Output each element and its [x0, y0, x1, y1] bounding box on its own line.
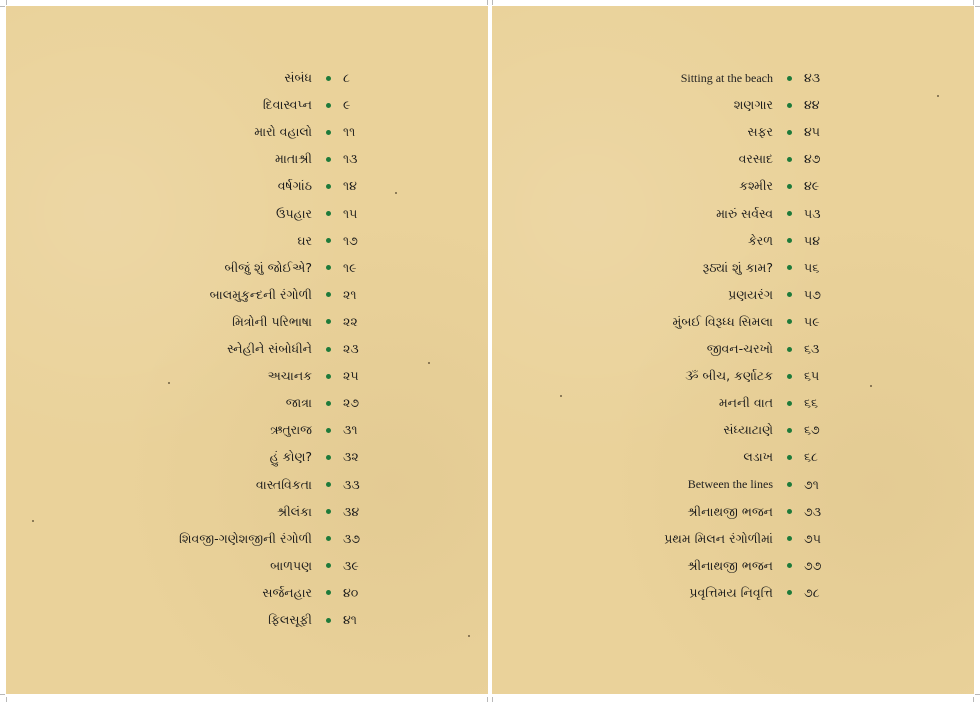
bullet-dot-icon	[326, 184, 331, 189]
toc-entry-page-number: ૪૭	[804, 151, 821, 167]
toc-entry	[262, 581, 363, 605]
toc-entry-title: બાલમુકુન્દની રંગોળી	[209, 286, 312, 302]
crop-mark	[975, 6, 980, 7]
bullet-dot-icon	[787, 590, 792, 595]
toc-entry-page-number: ૬૬	[804, 395, 819, 411]
toc-entry-title: શ્રીનાથજી ભજન	[687, 557, 773, 573]
toc-entry-title: લડાખ	[743, 449, 773, 465]
toc-entry-page-number: ૭૮	[804, 584, 820, 600]
crop-mark	[6, 0, 7, 5]
toc-entry-page-number: ૪૯	[804, 178, 820, 194]
bullet-dot-icon	[326, 265, 331, 270]
toc-entry	[703, 256, 824, 280]
bullet-dot-icon	[787, 455, 792, 460]
toc-entry	[256, 473, 363, 497]
toc-entry-title: વાસ્તવિકતા	[255, 476, 312, 492]
toc-entry-title: વર્ષગાંઠ	[277, 178, 312, 194]
toc-entry	[277, 500, 363, 524]
toc-entry	[225, 256, 363, 280]
toc-entry-page-number: ૪૫	[804, 124, 820, 140]
bullet-dot-icon	[326, 509, 331, 514]
bullet-dot-icon	[787, 130, 792, 135]
paper-speck	[870, 385, 872, 387]
toc-entry-title: મારું સર્વસ્વ	[716, 205, 773, 221]
toc-entry-page-number: ૫૯	[804, 313, 820, 329]
bullet-dot-icon	[326, 130, 331, 135]
toc-entry	[689, 581, 824, 605]
toc-entry-page-number: ૪૪	[804, 97, 820, 113]
toc-entry-page-number: ૭૭	[804, 557, 822, 573]
right-page	[492, 6, 974, 694]
toc-entry	[227, 337, 363, 361]
crop-mark	[492, 0, 493, 5]
bullet-dot-icon	[787, 374, 792, 379]
bullet-dot-icon	[787, 103, 792, 108]
toc-entry-page-number: ૩૯	[343, 557, 359, 573]
toc-entry	[719, 391, 824, 415]
toc-entry-title: અચાનક	[267, 368, 312, 384]
bullet-dot-icon	[787, 157, 792, 162]
toc-entry-title: સંધ્યાટાણે	[723, 422, 773, 438]
toc-entry-page-number: ૫૩	[804, 205, 821, 221]
toc-entry-page-number: ૧૭	[343, 232, 358, 248]
bullet-dot-icon	[326, 319, 331, 324]
crop-mark	[0, 694, 5, 695]
toc-entry-title: Between the lines	[687, 477, 773, 491]
toc-entry-title: કશ્મીર	[739, 178, 773, 194]
bullet-dot-icon	[787, 536, 792, 541]
crop-mark	[492, 697, 493, 702]
left-page	[6, 6, 488, 694]
toc-entry-page-number: ૬૭	[804, 422, 820, 438]
toc-entry	[723, 418, 824, 442]
toc-entry-page-number: ૫૪	[804, 232, 820, 248]
toc-entry-title: જાત્રા	[285, 395, 312, 411]
toc-entry	[268, 364, 363, 388]
toc-entry	[728, 283, 824, 307]
toc-entry	[681, 66, 824, 90]
bullet-dot-icon	[787, 509, 792, 514]
toc-entry-title: સંબંધ	[284, 70, 312, 85]
toc-entry-page-number: ૪૩	[804, 70, 821, 85]
toc-entry	[275, 147, 363, 171]
paper-speck	[468, 635, 470, 637]
toc-entry-title: Sitting at the beach	[680, 70, 773, 85]
toc-entry-page-number: ૯	[343, 97, 351, 113]
toc-entry-page-number: ૩૨	[343, 449, 359, 465]
toc-entry-page-number: ૩૪	[343, 503, 360, 519]
toc-entry-page-number: ૧૧	[343, 124, 356, 140]
toc-entry-page-number: ૭૧	[804, 476, 819, 492]
toc-entry-title: પ્રવૃત્તિમય નિવૃત્તિ	[689, 584, 773, 600]
toc-entry-title: ઘર	[297, 232, 312, 248]
toc-entry-title: શણગાર	[733, 97, 773, 113]
toc-entry-page-number: ૪૦	[343, 584, 359, 600]
crop-mark	[6, 697, 7, 702]
toc-entry	[284, 66, 363, 90]
bullet-dot-icon	[787, 184, 792, 189]
toc-entry-page-number: ૨૫	[343, 368, 359, 384]
bullet-dot-icon	[326, 455, 331, 460]
toc-entry-page-number: ૬૮	[804, 449, 818, 465]
bullet-dot-icon	[787, 292, 792, 297]
toc-entry	[268, 608, 363, 632]
toc-entry-page-number: ૨૨	[343, 313, 358, 329]
crop-mark	[487, 0, 488, 5]
bullet-dot-icon	[326, 536, 331, 541]
toc-entry	[270, 554, 363, 578]
toc-entry	[276, 202, 363, 226]
toc-entry-title: બાળપણ	[270, 557, 312, 573]
bullet-dot-icon	[326, 428, 331, 433]
toc-entry-title: મનની વાત	[718, 395, 773, 411]
bullet-dot-icon	[787, 265, 792, 270]
toc-entry	[748, 229, 824, 253]
toc-entry	[739, 174, 824, 198]
bullet-dot-icon	[326, 374, 331, 379]
crop-mark	[975, 694, 980, 695]
toc-entry-title: ઉપહાર	[276, 205, 312, 221]
crop-mark	[487, 697, 488, 702]
bullet-dot-icon	[326, 590, 331, 595]
bullet-dot-icon	[326, 76, 331, 81]
bullet-dot-icon	[787, 563, 792, 568]
toc-entry-page-number: ૫૭	[804, 286, 821, 302]
bullet-dot-icon	[787, 319, 792, 324]
toc-entry	[278, 174, 363, 198]
toc-entry	[716, 202, 824, 226]
toc-entry-page-number: ૨૩	[343, 341, 359, 356]
toc-entry	[685, 364, 824, 388]
bullet-dot-icon	[787, 401, 792, 406]
toc-entry-page-number: ૩૭	[343, 530, 361, 546]
toc-entry-title: માતાશ્રી	[274, 151, 312, 167]
bullet-dot-icon	[326, 347, 331, 352]
toc-entry-title: રૂઠ્યાં શું કામ?	[702, 259, 773, 275]
bullet-dot-icon	[787, 76, 792, 81]
toc-entry-page-number: ૬૩	[804, 341, 820, 356]
toc-entry	[286, 391, 363, 415]
toc-entry-page-number: ૧૫	[343, 205, 358, 221]
toc-entry	[673, 310, 824, 334]
bullet-dot-icon	[326, 211, 331, 216]
toc-entry	[739, 147, 824, 171]
toc-entry-title: મિત્રોની પરિભાષા	[232, 313, 312, 329]
toc-entry-title: શ્રીનાથજી ભજન	[687, 503, 773, 519]
toc-entry-title: વરસાદ	[738, 151, 773, 167]
bullet-dot-icon	[326, 157, 331, 162]
toc-entry-page-number: ૪૧	[343, 612, 357, 627]
toc-entry-page-number: ૮	[343, 70, 350, 85]
toc-entry-title: ૐ બીચ, કર્ણાટક	[685, 368, 773, 384]
toc-entry	[179, 527, 363, 551]
toc-entry-title: મારો વહાલો	[254, 124, 312, 140]
bullet-dot-icon	[326, 482, 331, 487]
toc-entry	[254, 120, 363, 144]
toc-entry-title: શ્રીલંકા	[276, 503, 312, 519]
toc-entry	[210, 283, 363, 307]
toc-entry-page-number: ૩૧	[343, 422, 358, 438]
toc-entry-page-number: ૨૧	[343, 286, 357, 302]
toc-entry	[687, 554, 824, 578]
bullet-dot-icon	[326, 618, 331, 623]
toc-entry-title: શિવજી-ગણેશજીની રંગોળી	[179, 530, 312, 546]
toc-entry-title: પ્રણયરંગ	[728, 286, 773, 302]
toc-entry-title: સર્જનહાર	[262, 584, 312, 600]
toc-entry-page-number: ૬૫	[804, 368, 820, 384]
bullet-dot-icon	[326, 292, 331, 297]
toc-entry-page-number: ૭૩	[804, 503, 822, 519]
toc-entry-title: બીજું શું જોઈએ?	[224, 259, 312, 275]
toc-entry	[270, 418, 363, 442]
toc-entry	[297, 229, 363, 253]
toc-entry-page-number: ૭૫	[804, 530, 821, 546]
crop-mark	[0, 6, 5, 7]
paper-speck	[32, 520, 34, 522]
toc-entry-page-number: ૧૩	[343, 151, 358, 167]
toc-entry	[734, 93, 824, 117]
toc-entry-title: દિવાસ્વપ્ન	[262, 97, 312, 113]
bullet-dot-icon	[787, 428, 792, 433]
toc-entry	[687, 500, 824, 524]
bullet-dot-icon	[787, 347, 792, 352]
toc-entry-title: ઋતુરાજ	[270, 422, 312, 438]
bullet-dot-icon	[326, 401, 331, 406]
paper-speck	[937, 95, 939, 97]
toc-entry	[263, 93, 363, 117]
toc-entry	[707, 337, 824, 361]
crop-mark	[973, 0, 974, 5]
toc-entry	[664, 527, 824, 551]
toc-entry-page-number: ૧૯	[343, 259, 357, 275]
toc-entry-title: મુંબઈ વિરૂધ્ધ સિમલા	[672, 313, 773, 329]
toc-entry-title: સ્નેહીને સંબોધીને	[227, 341, 312, 356]
toc-entry-page-number: ૩૩	[343, 476, 360, 492]
toc-entry	[688, 473, 824, 497]
paper-speck	[560, 395, 562, 397]
crop-mark	[973, 697, 974, 702]
toc-entry-page-number: ૫૬	[804, 259, 820, 275]
bullet-dot-icon	[787, 482, 792, 487]
toc-entry-title: સફર	[747, 124, 773, 140]
toc-entry-title: જીવન-ચરખો	[706, 341, 773, 356]
toc-entry	[270, 445, 363, 469]
toc-entry-page-number: ૨૭	[343, 395, 360, 411]
toc-entry-title: ફિલસૂફી	[268, 612, 312, 627]
toc-entry	[743, 445, 824, 469]
toc-entry-title: કેરળ	[747, 232, 773, 248]
toc-entry-page-number: ૧૪	[343, 178, 357, 194]
bullet-dot-icon	[326, 238, 331, 243]
bullet-dot-icon	[787, 238, 792, 243]
paper-speck	[395, 192, 397, 194]
toc-entry	[232, 310, 363, 334]
toc-entry	[747, 120, 824, 144]
bullet-dot-icon	[326, 103, 331, 108]
bullet-dot-icon	[787, 211, 792, 216]
paper-speck	[168, 382, 170, 384]
toc-entry-title: હું કોણ?	[269, 449, 312, 465]
paper-speck	[428, 362, 430, 364]
bullet-dot-icon	[326, 563, 331, 568]
toc-entry-title: પ્રથમ મિલન રંગોળીમાં	[664, 530, 773, 546]
